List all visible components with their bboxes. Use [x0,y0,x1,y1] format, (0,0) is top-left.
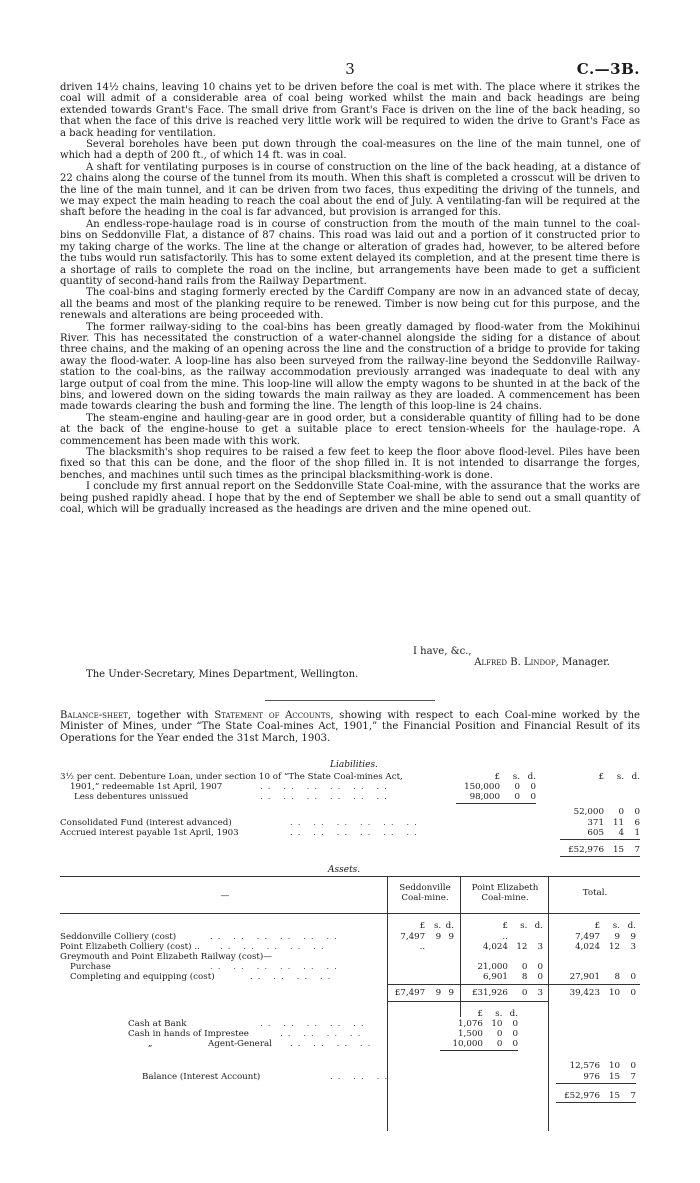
dash-header: — [220,891,230,901]
point-elizabeth-subtotal [465,988,543,998]
unit-head [556,921,636,931]
paragraph: The steam-engine and hauling-gear are in good order, but a considerable quantity of filling had to be done at the back of the engine-house to get a suitable place to erect tension-wheels for the haulage-rope. A commencement has been made with this work. [60,412,640,447]
point-elizabeth-amount [465,962,543,972]
pence: 0 [630,972,636,982]
amount [560,807,640,817]
pence: 0 [630,988,636,998]
pence: 0 [537,972,543,982]
leader-dots: .. .. .. .. .. .. [260,792,392,802]
ditto-mark: „ [148,1039,153,1049]
row-label: Consolidated Fund (interest advanced) [60,818,232,828]
pence: 3 [537,988,543,998]
pound-head: £ [477,1009,483,1019]
shilling-head: s. [433,921,442,931]
unit-head [390,921,454,931]
shillings: 10 [608,1061,620,1071]
column-rule [548,877,549,1131]
paragraph: The coal-bins and staging formerly erected by the Cardiff Company are now in an advanced state of decay, all the beams and most of the planking require to be renewed. Timber is now being cut for this purpose, and the renewals and alterations are being proceeded with. [60,287,640,322]
total-amount [556,932,636,942]
shillings: 12 [608,942,620,952]
pounds: 27,901 [569,972,600,982]
col-total: Total. [582,888,608,898]
pence: 9 [630,932,636,942]
pounds: 605 [587,828,604,838]
pounds: £31,926 [471,988,508,998]
point-elizabeth-amount [465,942,543,952]
signature-block [60,646,640,692]
seddonville-subtotal [390,988,454,998]
shillings: 10 [491,1019,503,1029]
pounds: 6,901 [483,972,508,982]
point-elizabeth-amount [465,972,543,982]
point-elizabeth-amount [465,932,543,942]
shillings: 8 [521,972,528,982]
pound-head: £ [494,772,500,782]
pounds: 39,423 [569,988,600,998]
heading-text: , showing with respect to each Coal-mine worked by the Minister of Mines, under “The State Coal-mines Act, 1901,” the Financial Position and Financial Result of its Operations for the Year ended the 31st March, 1903. [60,710,640,744]
leader-dots: .. .. .. .. .. .. [210,962,342,972]
paragraph: driven 14½ chains, leaving 10 chains yet to be driven before the coal is met with. The place where it strikes the coal will admit of a considerable area of coal being worked whilst the main and back headings are being extended towards Grant's Face. The small drive from Grant's Face is driven on the line of the back heading, so that when the face of this drive is reached very little work will be required to widen the drive to Grant's Face as a back heading for ventilation. [60,82,640,139]
leader-dots: .. .. .. .. .. .. [290,828,422,838]
author-title: , Manager. [555,657,610,668]
leader-dots: .. .. .. .. [280,1029,366,1039]
page-header [60,60,640,80]
pound-head: £ [594,921,600,931]
pounds: 10,000 [452,1039,483,1049]
paragraph: A shaft for ventilating purposes is in course of construction on the line of the back heading, at a distance of 22 chains along the course of the tunnel from its mouth. When this shaft is completed a crosscut will be driven to the line of the main tunnel, and it can be driven from two faces, thus expediting the driving of the tunnels, and we may expect the main heading to reach the coal about the end of July. A ventilating-fan will be required at the shaft before the heading in the coal is far advanced, but provision is arranged for this. [60,161,640,219]
pounds: 21,000 [477,962,508,972]
row-label: Balance (Interest Account) [142,1072,261,1082]
shilling-head: s. [616,772,624,782]
shillings: 9 [614,932,620,942]
pence: 1 [634,828,640,838]
row-label: Point Elizabeth Colliery (cost) .. [60,942,200,952]
assets-table [60,876,640,1131]
pence: 9 [448,932,454,942]
row-label: Seddonville Colliery (cost) [60,932,177,942]
pounds: 1,500 [458,1029,483,1039]
pence: 0 [630,1061,636,1071]
leader-dots: .. .. .. [330,1072,393,1082]
cash-amount [440,1039,518,1051]
header-rule [60,913,640,914]
shillings: 15 [612,845,624,855]
document-code: C.—3B. [576,60,640,78]
pounds: 4,024 [483,942,508,952]
leader-dots: .. .. .. .. .. .. [260,782,392,792]
paragraph: The former railway-siding to the coal-bins has been greatly damaged by flood-water from the Mokihinui River. This has necessitated the construction of a water-channel alongside the siding for a distance of about three chains, and the making of an opening across the line and the construction of a bridge to provide for taking away the flood-water. A loop-line has also been surveyed from the railway-line beyond the Seddonville Railway-station to the coal-bins, as the railway accommodation previously arranged was inadequate to deal with any large output of coal from the mine. This loop-line will allow the empty wagons to be shunted in at the back of the bins, and lowered down on the siding towards the main railway as they are loaded. A commencement has been made towards clearing the bush and forming the line. The length of this loop-line is 24 chains. [60,321,640,413]
row-label: 1901,” redeemable 1st April, 1907 [70,782,223,792]
paragraph: An endless-rope-haulage road is in course of construction from the mouth of the main tunnel to the coal-bins on Seddonville Flat, a distance of 87 chains. This road was laid out and a portion of it constructed prior to my taking charge of the works. The line at the change or alteration of grades had, however, to be altered before the tubs would run satisfactorily. This has to some extent delayed its completion, and at the present time there is a shortage of rails to complete the road on the incline, but arrangements have been made to get a sufficient quantity of second-hand rails from the Railway Department. [60,218,640,287]
leader-dots: .. .. .. .. .. [220,942,329,952]
pounds: 98,000 [469,792,500,802]
pence: 6 [634,818,640,828]
pounds: 371 [587,818,604,828]
heading-smallcaps: Balance-sheet [60,710,128,721]
pence: 9 [448,988,454,998]
row-label: Accrued interest payable 1st April, 1903 [60,828,239,838]
leader-dots: .. .. .. .. .. .. [290,818,422,828]
pence: 3 [630,942,636,952]
pence [441,942,454,952]
shillings: 4 [618,828,624,838]
shilling-head: s. [495,1009,503,1019]
row-label: Agent-General [208,1039,272,1049]
pence: 0 [512,1029,518,1039]
leader-dots: .. .. .. .. .. [260,1019,369,1029]
shillings: 12 [516,942,528,952]
row-label: Greymouth and Point Elizabeth Railway (cost)— [60,952,272,962]
pounds: £52,976 [568,845,604,855]
shillings: 8 [614,972,620,982]
pounds: .. [419,942,426,952]
pounds: £52,976 [564,1091,600,1101]
shillings: 9 [435,988,442,998]
report-body [60,82,640,515]
amount [560,828,640,840]
pence: 0 [634,807,640,817]
row-label: Less debentures unissued [74,792,189,802]
row-label: 3½ per cent. Debenture Loan, under section 10 of “The State Coal-mines Act, [60,772,403,782]
column-rule [460,877,461,1017]
cash-amount [440,1029,518,1039]
leader-dots: .. .. .. .. [250,972,336,982]
cash-amount [440,1019,518,1029]
liabilities-table [60,772,640,868]
pence-head: d. [534,921,543,931]
total-subtotal [556,988,636,998]
col-seddonville: Seddonville Coal-mine. [399,883,451,903]
shillings: 15 [608,1072,620,1082]
pounds: 1,076 [458,1019,483,1029]
seddonville-amount [390,932,454,942]
total-amount [556,942,636,952]
closing: I have, &c., [413,646,472,657]
column-rule [387,877,388,1131]
shilling-head: s. [512,772,520,782]
pence: 0 [530,782,536,792]
pence: 0 [512,1019,518,1029]
row-label: Completing and equipping (cost) [70,972,215,982]
leader-dots: .. .. .. .. [290,1039,376,1049]
shilling-head: s. [612,921,620,931]
balance-amount [556,1072,636,1084]
row-label: Cash at Bank [128,1019,187,1029]
shillings: 11 [612,818,624,828]
amount [560,818,640,828]
pence: 7 [630,1091,636,1101]
pence-head: d. [627,921,636,931]
leader-dots: .. .. .. .. .. .. [210,932,342,942]
pound-head: £ [419,921,426,931]
subtotal-rule [387,984,640,985]
col-point-elizabeth: Point Elizabeth Coal-mine. [471,883,539,903]
pence: 7 [630,1072,636,1082]
liabilities-caption: Liabilities. [330,760,378,770]
shillings [425,942,441,952]
paragraph: Several boreholes have been put down through the coal-measures on the line of the main tunnel, one of which had a depth of 200 ft., of which 14 ft. was in coal. [60,139,640,162]
pound-head: £ [598,772,604,782]
pounds: 52,000 [573,807,604,817]
row-label: Purchase [70,962,111,972]
total-amount [560,845,640,857]
shillings: 0 [521,988,528,998]
shillings: 0 [521,962,528,972]
column-head [456,772,536,782]
cash-total [556,1061,636,1071]
seddonville-amount [390,942,454,952]
amount [456,782,536,792]
pence: 3 [537,942,543,952]
subtotal-rule [387,1001,548,1002]
addressee: The Under-Secretary, Mines Department, Wellington. [86,669,359,680]
paragraph: I conclude my first annual report on the Seddonville State Coal-mine, with the assurance that the works are being pushed rapidly ahead. I hope that by the end of September we shall be able to send out a small quantity of coal, which will be gradually increased as the headings are driven and the mine opened out. [60,481,640,516]
shillings: 0 [496,1039,503,1049]
paragraph: The blacksmith's shop requires to be raised a few feet to keep the floor above flood-level. Piles have been fixed so that this can be done, and the floor of the shop filled in. It is not intended to disarrange the forges, benches, and machines until such times as the principal blacksmithing-work is done. [60,447,640,481]
total-amount [556,972,636,982]
shillings: 0 [618,807,624,817]
pounds: .. [502,932,508,942]
assets-caption: Assets. [328,865,361,875]
shillings: 10 [608,988,620,998]
unit-head [440,1009,518,1019]
heading-smallcaps: Statement of Accounts [214,710,331,721]
pence: 0 [512,1039,518,1049]
pence [527,932,543,942]
heading-text: , together with [127,710,215,721]
pounds: 150,000 [464,782,500,792]
pence-head: d. [509,1009,518,1019]
pounds: £7,497 [394,988,426,998]
shillings: 0 [496,1029,503,1039]
pence: 0 [537,962,543,972]
pence: 0 [530,792,536,802]
column-head [560,772,640,782]
pence-head: d. [445,921,454,931]
pounds: 976 [583,1072,600,1082]
pence-head: d. [631,772,640,782]
shillings: 15 [608,1091,620,1101]
row-label: Cash in hands of Imprestee [128,1029,249,1039]
pound-head: £ [502,921,508,931]
pounds: 7,497 [400,932,426,942]
pence-head: d. [527,772,536,782]
balance-sheet-heading [60,710,640,744]
author [474,657,610,668]
shillings: 0 [514,792,520,802]
page-number: 3 [345,60,355,78]
section-divider [265,700,435,701]
author-name: Alfred B. Lindop [474,657,556,668]
pounds: 12,576 [569,1061,600,1071]
shilling-head: s. [520,921,528,931]
pence: 7 [634,845,640,855]
unit-head [465,921,543,931]
pounds: 7,497 [575,932,600,942]
shillings [508,932,528,942]
pounds: 4,024 [575,942,600,952]
shillings: 0 [514,782,520,792]
grand-total [556,1091,636,1103]
amount [456,792,536,804]
shillings: 9 [435,932,442,942]
